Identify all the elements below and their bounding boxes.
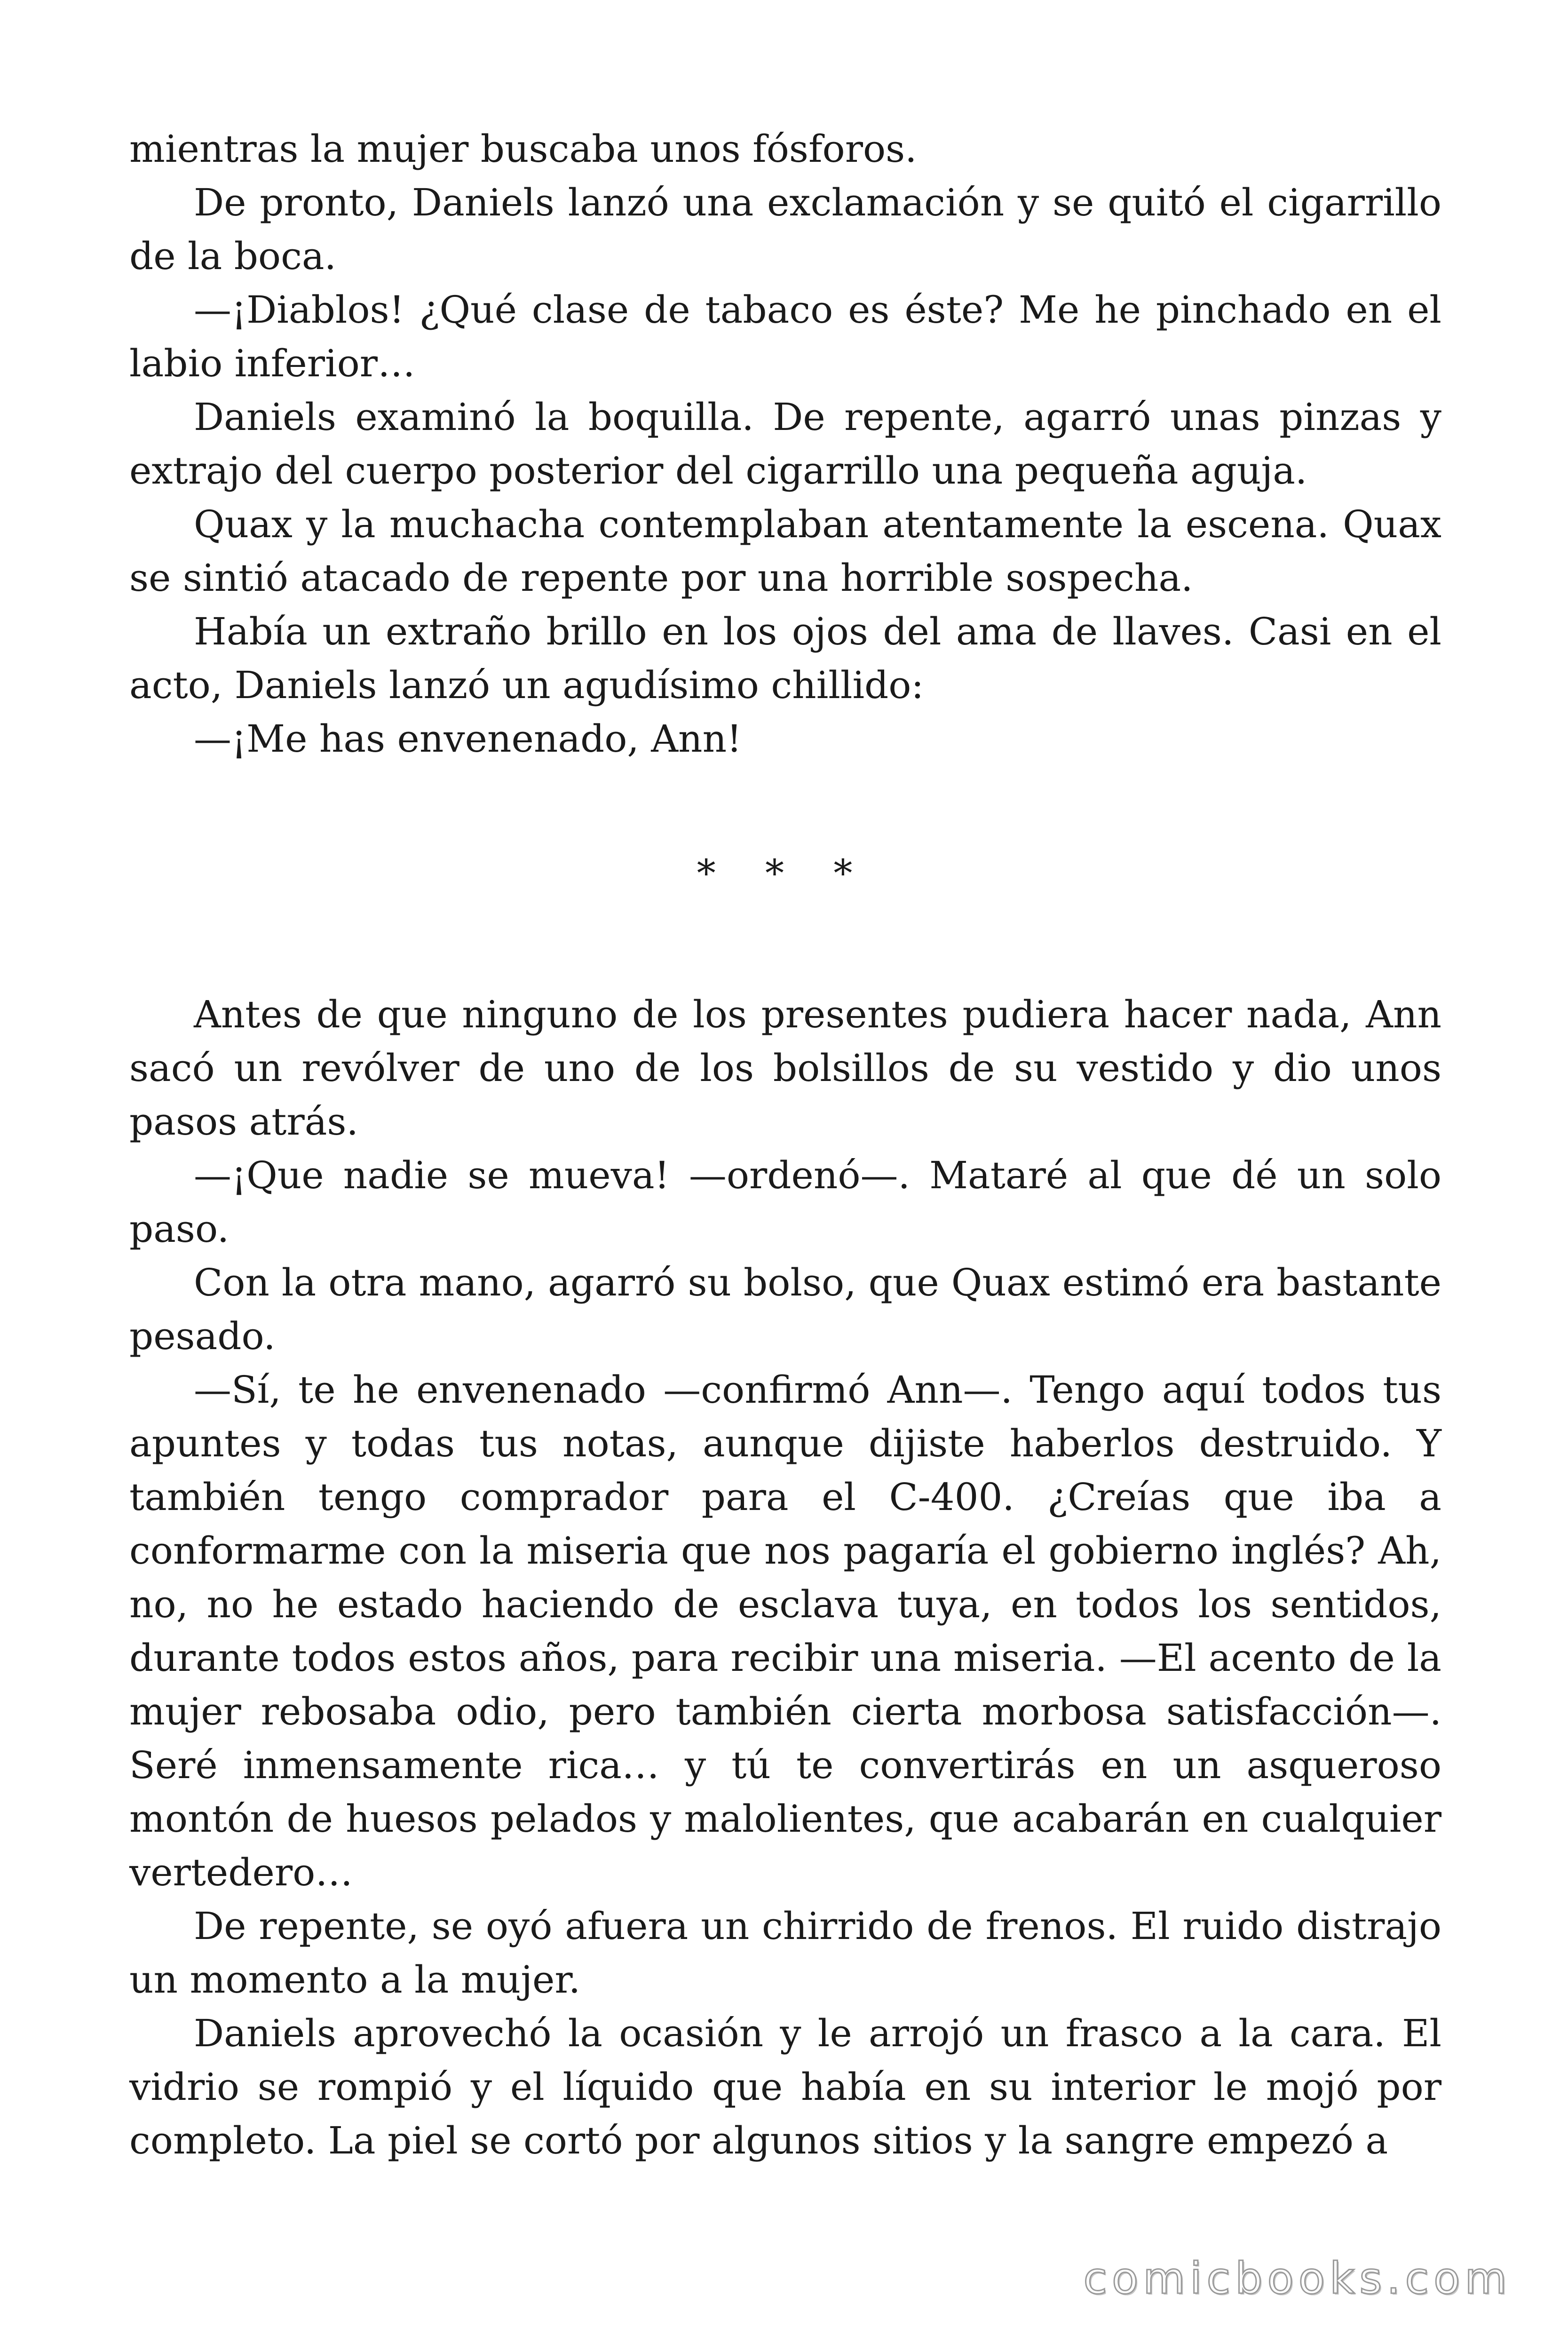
paragraph-continuation: mientras la mujer buscaba unos fósforos.	[129, 127, 917, 171]
section-separator: * * *	[697, 851, 871, 895]
paragraph: De pronto, Daniels lanzó una exclamación y se quitó el cigarrillo de la boca.	[129, 181, 1441, 278]
paragraph: Quax y la muchacha contemplaban atentamente la escena. Quax se sintió atacado de repente por una horrible sospecha.	[129, 502, 1441, 600]
paragraph: Con la otra mano, agarró su bolso, que Quax estimó era bastante pesado.	[129, 1261, 1441, 1358]
watermark: comicbooks.com	[1083, 2253, 1512, 2304]
paragraph: Había un extraño brillo en los ojos del ama de llaves. Casi en el acto, Daniels lanzó un agudísimo chillido:	[129, 610, 1441, 707]
paragraph: Antes de que ninguno de los presentes pudiera hacer nada, Ann sacó un revólver de uno de los bolsillos de su vestido y dio unos pasos atrás.	[129, 993, 1441, 1144]
paragraph: Daniels examinó la boquilla. De repente, agarró unas pinzas y extrajo del cuerpo posterior del cigarrillo una pequeña aguja.	[129, 395, 1441, 493]
paragraph: Daniels aprovechó la ocasión y le arrojó un frasco a la cara. El vidrio se rompió y el líquido que había en su interior le mojó por completo. La piel se cortó por algunos sitios y la sangre empezó a	[129, 2011, 1441, 2162]
paragraph: De repente, se oyó afuera un chirrido de frenos. El ruido distrajo un momento a la mujer.	[129, 1904, 1441, 2002]
text-block-bottom	[129, 988, 1441, 2168]
dialogue-paragraph: —¡Me has envenenado, Ann!	[194, 717, 742, 761]
dialogue-paragraph: —¡Diablos! ¿Qué clase de tabaco es éste? Me he pinchado en el labio inferior…	[129, 288, 1441, 385]
dialogue-paragraph: —Sí, te he envenenado —confirmó Ann—. Tengo aquí todos tus apuntes y todas tus notas, aunque dijiste haberlos destruido. Y también tengo comprador para el C-400. ¿Creías que iba a conformarme con la miseria que nos pagaría el gobierno inglés? Ah, no, no he estado haciendo de esclava tuya, en todos los sentidos, durante todos estos años, para recibir una miseria. —El acento de la mujer rebosaba odio, pero también cierta morbosa satisfacción—. Seré inmensamente rica… y tú te convertirás en un asqueroso montón de huesos pelados y malolientes, que acabarán en cualquier vertedero…	[129, 1368, 1441, 1894]
text-block-top	[129, 122, 1441, 766]
dialogue-paragraph: —¡Que nadie se mueva! —ordenó—. Mataré al que dé un solo paso.	[129, 1153, 1441, 1251]
